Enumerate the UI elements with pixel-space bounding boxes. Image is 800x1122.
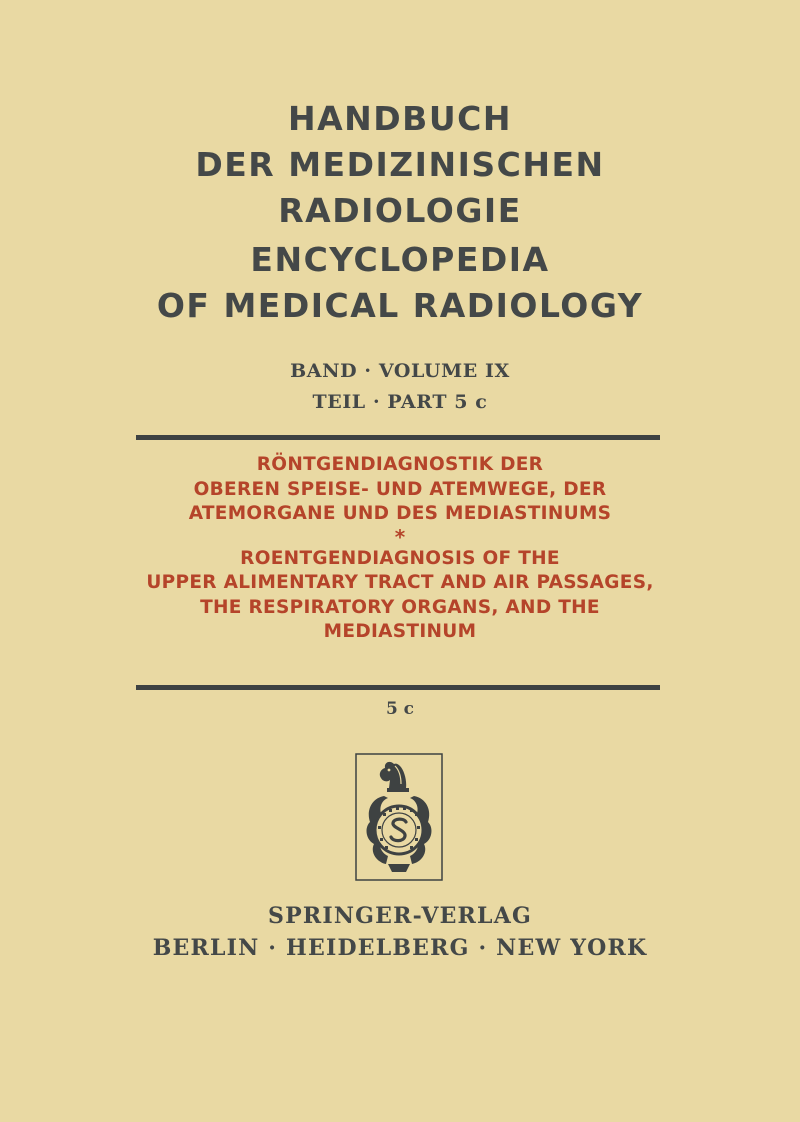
subject-english-line-1: ROENTGENDIAGNOSIS OF THE	[240, 547, 560, 569]
springer-chess-knight-emblem-icon	[354, 752, 444, 882]
series-title-german-line-3: RADIOLOGIE	[278, 191, 522, 230]
volume-part-line: TEIL · PART 5 c	[312, 391, 488, 413]
subject-english-line-2: UPPER ALIMENTARY TRACT AND AIR PASSAGES,	[146, 572, 654, 593]
volume-info	[0, 356, 800, 418]
subject-german-line-3: ATEMORGANE UND DES MEDIASTINUMS	[188, 503, 612, 524]
series-title	[0, 96, 800, 329]
subject-german-line-2: OBEREN SPEISE- UND ATEMWEGE, DER	[193, 478, 607, 500]
bottom-divider	[136, 685, 660, 690]
publisher-cities: BERLIN · HEIDELBERG · NEW YORK	[152, 935, 648, 961]
series-title-english-line-1: ENCYCLOPEDIA	[250, 240, 550, 279]
series-title-german-line-2: DER MEDIZINISCHEN	[195, 145, 605, 184]
volume-band-line: BAND · VOLUME IX	[290, 360, 510, 382]
subject-german-line-1: RÖNTGENDIAGNOSTIK DER	[256, 454, 544, 475]
publisher-name: SPRINGER-VERLAG	[268, 903, 532, 929]
part-number: 5 c	[385, 699, 415, 719]
series-title-german-line-1: HANDBUCH	[288, 99, 512, 138]
subject-english-line-4: MEDIASTINUM	[323, 621, 477, 642]
subject-title	[0, 453, 800, 645]
subject-english-line-3: THE RESPIRATORY ORGANS, AND THE	[200, 596, 600, 618]
subject-separator: *	[394, 524, 406, 549]
top-divider	[136, 435, 660, 440]
series-title-english-line-2: OF MEDICAL RADIOLOGY	[156, 286, 644, 325]
publisher-info	[0, 900, 800, 964]
